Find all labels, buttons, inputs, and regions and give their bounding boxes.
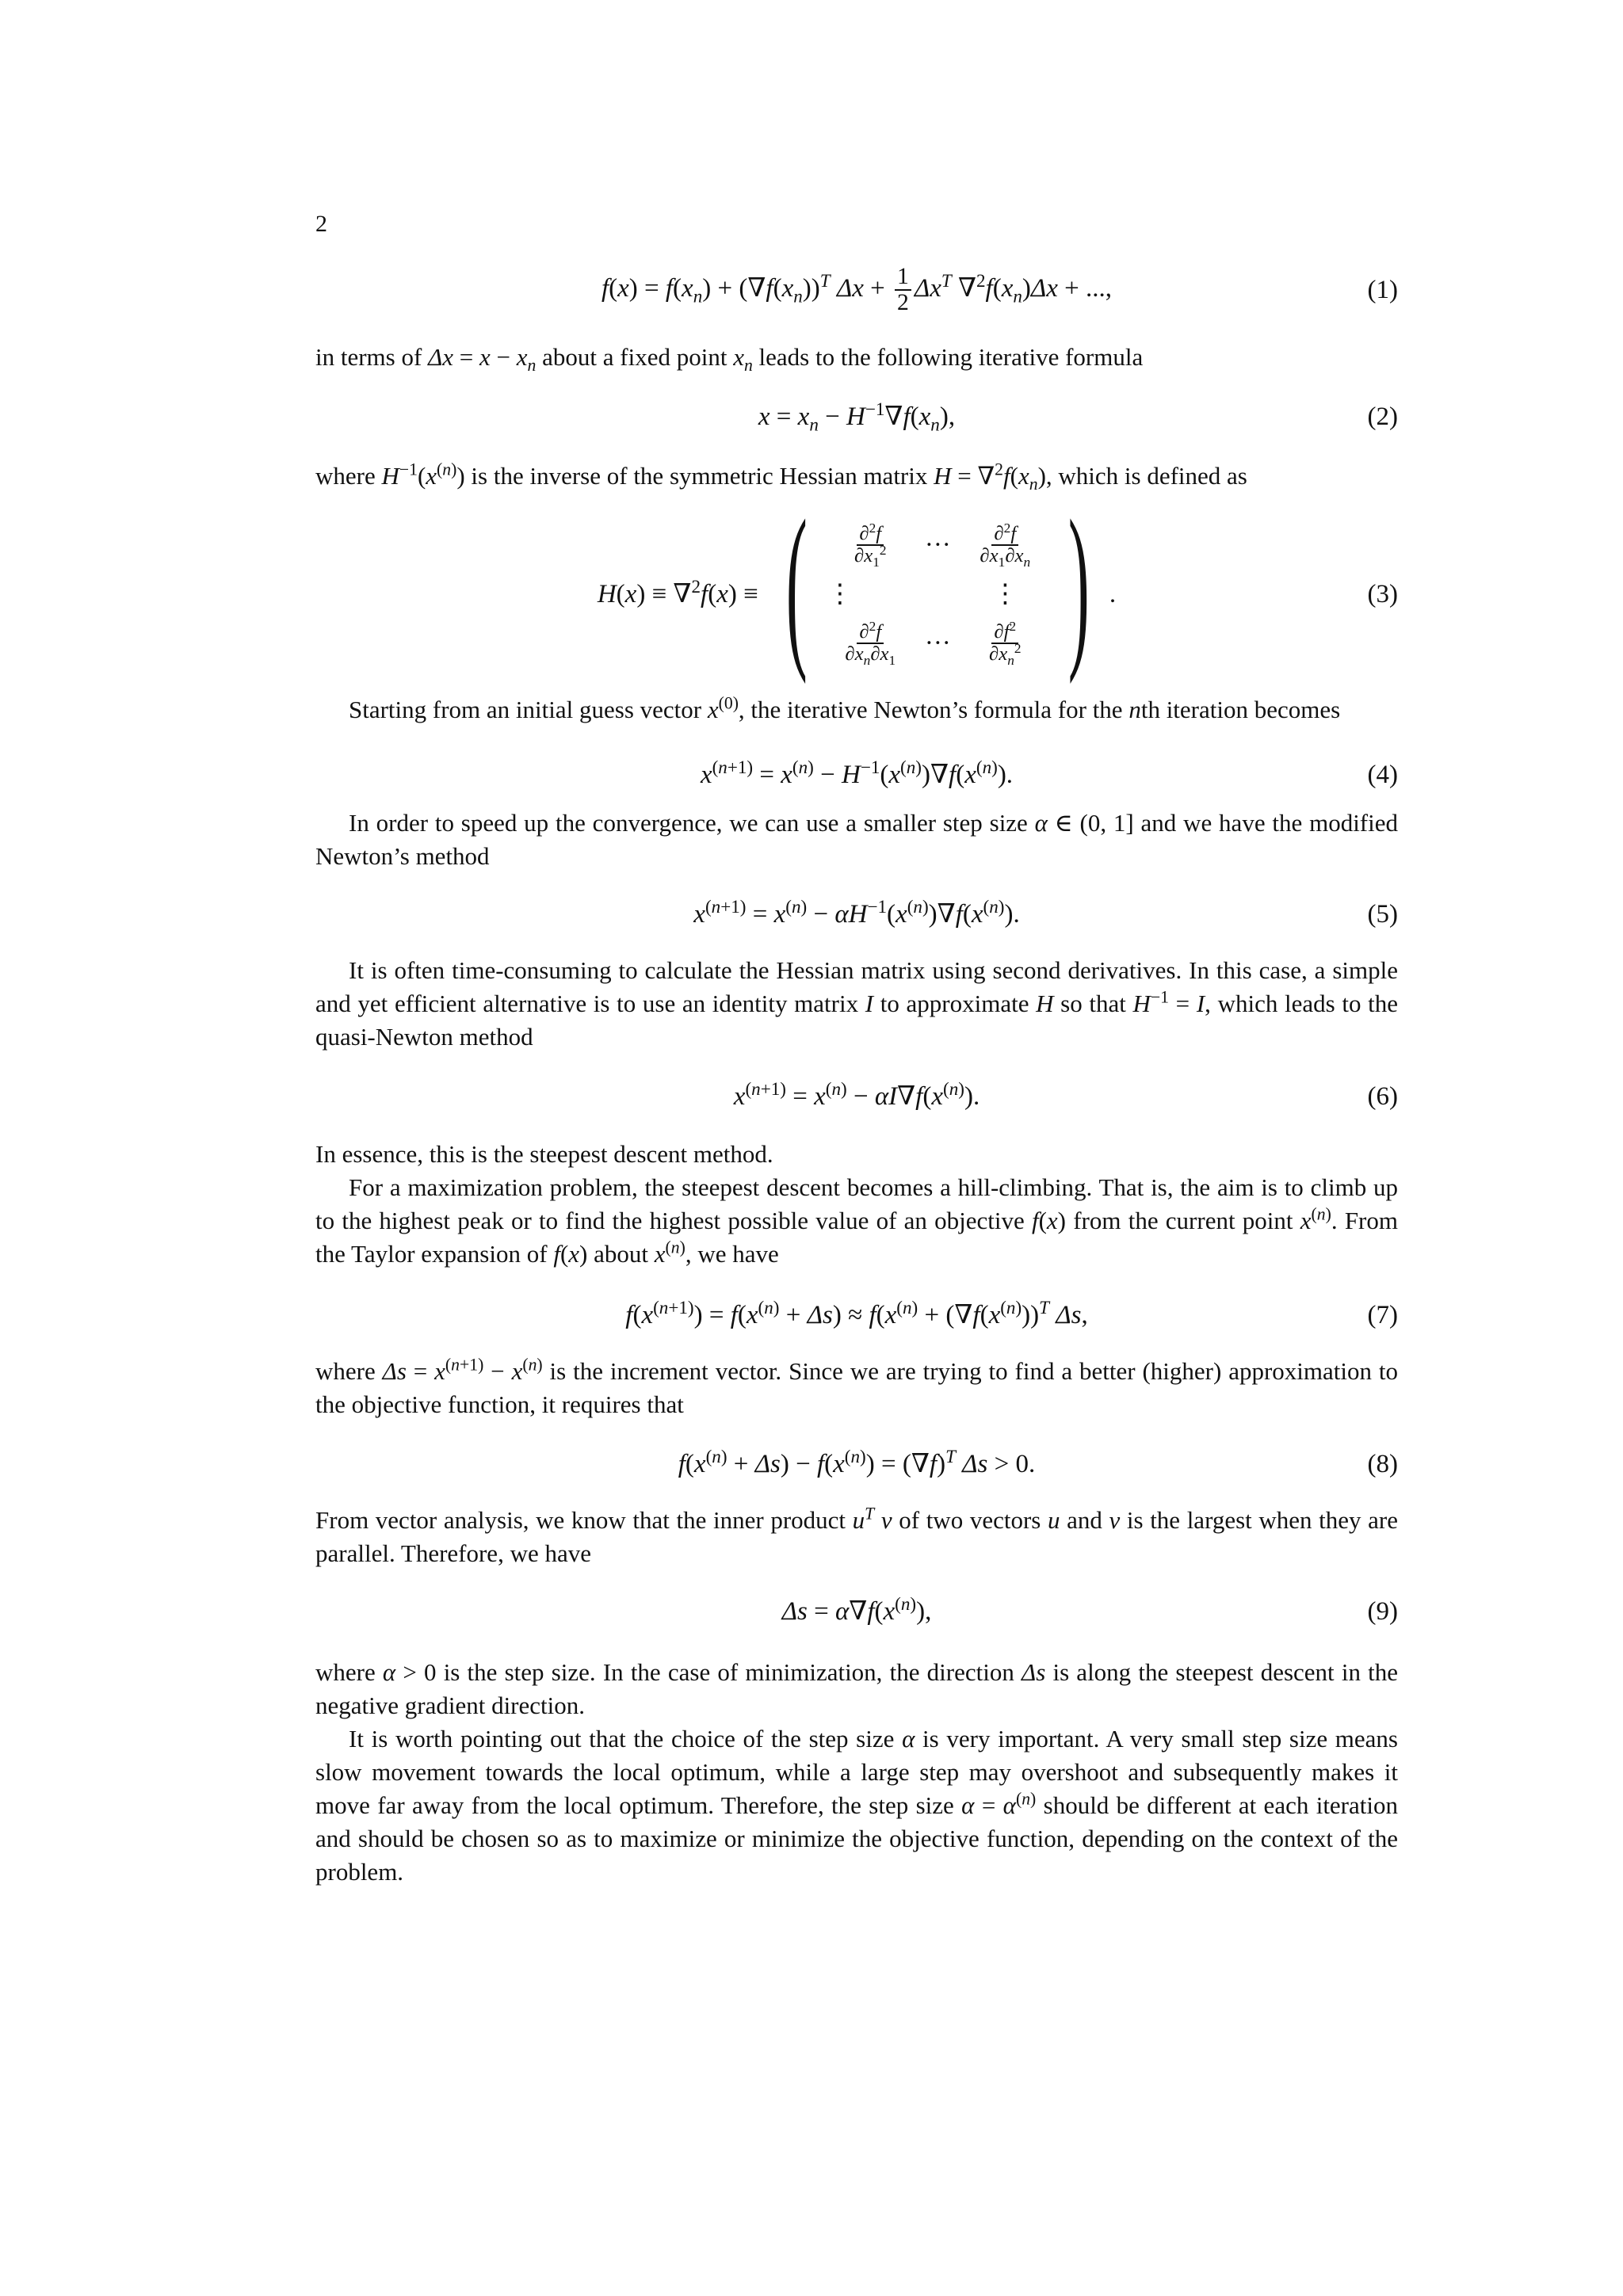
equation-8: $f(x^{(n)} + \Delta s) - f(x^{(n)}) = (\nabla f)^T$ Δs > 0. (8) [315, 1440, 1398, 1488]
paragraph-6: In essence, this is the steepest descent method. [315, 1140, 773, 1168]
eq-number-5: (5) [1367, 900, 1398, 929]
paragraph-8: where $\Delta s = x^{(n+1)} - x^{(n)}$ is the increment vector. Since we are trying to find a better (higher) approximation to the objective function, it requires that [315, 1355, 1399, 1418]
equation-1: $f(x) = f(x_n) + (\nabla f(x_n))^T$ Δx + $\frac{1}{2}$ $\Delta x^T$ $\nabla^2f(x_n)\Delta x$ + ..., (1) [601, 263, 1398, 315]
paragraph-3: Starting from an initial guess vector $x^{(0)}$, the iterative Newton’s formula for the nth iteration becomes [349, 693, 1341, 723]
paragraph-2: where $H^{-1}(x^{(n)})$ is the inverse of the symmetric Hessian matrix $H = \nabla^2f(x_n)$, which is defined as [315, 460, 1247, 494]
eq-number-2: (2) [1367, 402, 1398, 431]
equation-6: $x^{(n+1)} = x^{(n)} - \alpha I\nabla f(x^{(n)})$. (6) [315, 1073, 1398, 1120]
hessian-matrix: ( $\frac{\partial^2f}{\partial x_1^2}$ ··· $\frac{\partial^2f}{\partial x_1\partial x_n}$ ⋮ ⋮ $\frac{\partial^2f}{\partial x_n\partial x_1}$ ··· $\frac{\partial f^2}{\partial x_n^2}$ ) [785, 482, 1090, 685]
eq-number-4: (4) [1367, 761, 1398, 789]
equation-2: $x = x_n - H^{-1}\nabla f(x_n)$, (2) [758, 399, 1398, 435]
paragraph-10: where α > 0 is the step size. In the case of minimization, the direction Δs is along the steepest descent in the negative gradient direction. [315, 1658, 1398, 1719]
eq-number-6: (6) [1367, 1082, 1398, 1111]
paragraph-7: For a maximization problem, the steepest descent becomes a hill-climbing. That is, the aim is to climb up to the highest peak or to find the highest possible value of an objective f(x) from the current point $x^{(n)}$. From the Taylor expansion of f(x) about $x^{(n)}$, we have [315, 1173, 1398, 1268]
page-number: 2 [315, 211, 327, 237]
eq-number-7: (7) [1367, 1301, 1398, 1329]
equation-4: $x^{(n+1)} = x^{(n)} - H^{-1}(x^{(n)})\nabla f(x^{(n)})$. (4) [315, 751, 1398, 799]
paragraph-1: in terms of $\Delta x = x - x_n$ about a fixed point $x_n$ leads to the following iterative formula [315, 343, 1144, 376]
equation-7: $f(x^{(n+1)}) = f(x^{(n)} + \Delta s) \approx f(x^{(n)} + (\nabla f(x^{(n)}))^T$ Δs, (7) [315, 1291, 1398, 1339]
eq-number-8: (8) [1367, 1450, 1398, 1478]
equation-9: $\Delta s = \alpha\nabla f(x^{(n)})$, (9) [315, 1588, 1398, 1635]
paragraph-9: From vector analysis, we know that the inner product $u^T$ v of two vectors u and v is the largest when they are parallel. Therefore, we have [315, 1504, 1399, 1567]
eq-number-1: (1) [1367, 276, 1398, 304]
paragraph-5: It is often time-consuming to calculate the Hessian matrix using second derivatives. In this case, a simple and yet efficient alternative is to use an identity matrix I to approximate H so that $H^{-1} = I$, which leads to the quasi-Newton method [315, 956, 1398, 1051]
eq-number-9: (9) [1367, 1597, 1398, 1626]
equation-5: $x^{(n+1)} = x^{(n)} - \alpha H^{-1}(x^{(n)})\nabla f(x^{(n)})$. (5) [315, 891, 1398, 938]
paragraph-11: It is worth pointing out that the choice of the step size α is very important. A very small step size means slow movement towards the local optimum, while a large step may overshoot and subsequently makes it move far away from the local optimum. Therefore, the step size $\alpha = \alpha^{(n)}$ should be different at each iteration and should be chosen so as to maximize or minimize the objective function, depending on the context of the problem. [315, 1725, 1398, 1886]
paragraph-4: In order to speed up the convergence, we can use a smaller step size α ∈ (0, 1] and we have the modified Newton’s method [315, 809, 1399, 870]
equation-3: H(x) ≡ ∇$^2$f(x) ≡ ( $\frac{\partial^2f}{\partial x_1^2}$ ··· $\frac{\partial^2f}{\partial x_1\partial x_n}$ ⋮ ⋮ $\frac{\partial^2f}{\partial x_n\partial x_1}$ ··· $\frac{\partial f^2}{\partial x_n^2}$ ) . (3) [597, 482, 1398, 685]
eq-number-3: (3) [1367, 580, 1398, 608]
